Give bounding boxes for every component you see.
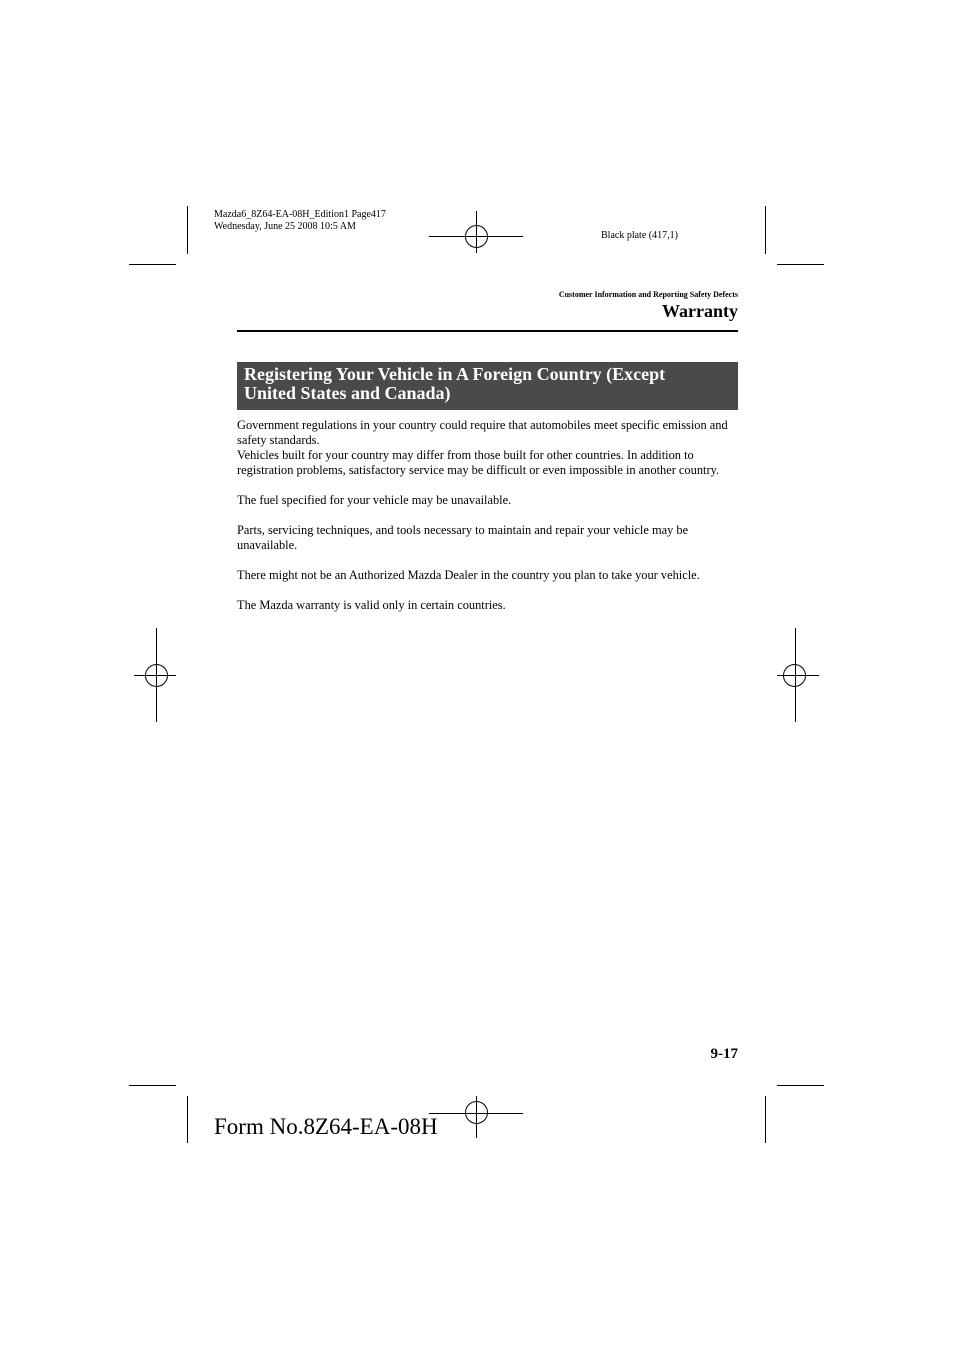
paragraph-regulations: Government regulations in your country could require that automobiles meet specific emission and safety standards. [237,418,728,447]
print-file-line: Mazda6_8Z64-EA-08H_Edition1 Page417 [214,209,386,220]
header-divider [237,330,738,332]
page-number: 9-17 [710,1046,738,1062]
crop-mark-bottom-right-vertical [765,1096,766,1143]
print-metadata [214,209,386,233]
paragraph-fuel: The fuel specified for your vehicle may be unavailable. [237,493,512,507]
registration-target-right-circle [783,664,806,687]
topic-title-line-1: Registering Your Vehicle in A Foreign Country (Except [244,364,666,384]
print-plate-label: Black plate (417,1) [601,230,678,241]
topic-title [244,365,731,403]
crop-mark-bottom-left-vertical [187,1096,188,1143]
crop-mark-bottom-left-horizontal [129,1085,176,1086]
section-title: Warranty [662,301,738,321]
paragraph-parts: Parts, servicing techniques, and tools necessary to maintain and repair your vehicle may be unavailable. [237,523,689,552]
paragraph-vehicle-differences: Vehicles built for your country may differ from those built for other countries. In addition to registration problems, satisfactory service may be difficult or even impossible in another country. [237,448,720,477]
crop-mark-top-right-horizontal [777,264,824,265]
paragraph-warranty: The Mazda warranty is valid only in certain countries. [237,598,506,612]
registration-target-bottom-circle [465,1101,488,1124]
registration-target-left-circle [145,664,168,687]
topic-banner [237,362,738,410]
section-label: Customer Information and Reporting Safety Defects [558,290,738,299]
registration-target-top-circle [465,225,488,248]
crop-mark-top-left-vertical [187,206,188,254]
crop-mark-top-left-horizontal [129,264,176,265]
form-number: Form No.8Z64-EA-08H [214,1114,438,1139]
topic-title-line-2: United States and Canada) [244,383,451,403]
crop-mark-top-right-vertical [765,206,766,254]
body-text [237,418,738,613]
print-date-line: Wednesday, June 25 2008 10:5 AM [214,221,356,232]
crop-mark-bottom-right-horizontal [777,1085,824,1086]
paragraph-dealer: There might not be an Authorized Mazda Dealer in the country you plan to take your vehicle. [237,568,700,582]
